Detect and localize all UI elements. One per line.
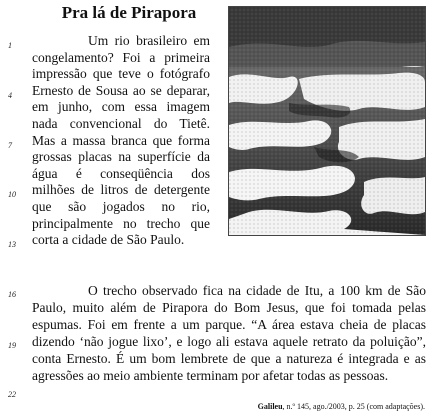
line-number: 4	[8, 91, 12, 100]
article-title: Pra lá de Pirapora	[61, 3, 197, 22]
line-number: 19	[8, 341, 16, 350]
source-publication: Galileu	[257, 402, 283, 411]
line-number: 13	[8, 240, 16, 249]
line-number: 7	[8, 141, 12, 150]
source-details: , n.º 145, ago./2003, p. 25 (com adaptações).	[282, 402, 425, 411]
line-numbers	[0, 0, 26, 416]
river-foam-illustration	[229, 7, 425, 235]
line-number: 16	[8, 290, 16, 299]
article-paragraph-2: O trecho observado fica na cidade de Itu, a 100 km de São Paulo, muito além de Pirapora do Bom Jesus, que foi tomada pelas espumas. Foi em frente a um parque. “A área estava cheia de placas dizendo ‘não jogue lixo’, e logo ali estava aquele retrato da poluição”, conta Ernesto. É um bom lembrete de que a natureza é integrada e as agressões ao meio ambiente terminam por afetar todas as pessoas.	[32, 283, 426, 383]
line-number: 10	[8, 190, 16, 199]
article-paragraph-1	[32, 33, 210, 249]
line-number: 22	[8, 390, 16, 399]
paragraph-1-text: Um rio brasileiro em congelamento? Foi a primeira impressão que teve o fotógrafo Ernesto de Sousa ao se deparar, em junho, com essa imagem nada convencional do Tietê. Mas a massa branca que forma grossas placas na superfície da água é conseqüência dos milhões de litros de detergente que são jogados no rio, principalmente no trecho que corta a cidade de São Paulo.	[32, 33, 210, 248]
river-foam-photo	[228, 6, 426, 236]
source-citation	[258, 402, 425, 411]
line-number: 1	[8, 41, 12, 50]
